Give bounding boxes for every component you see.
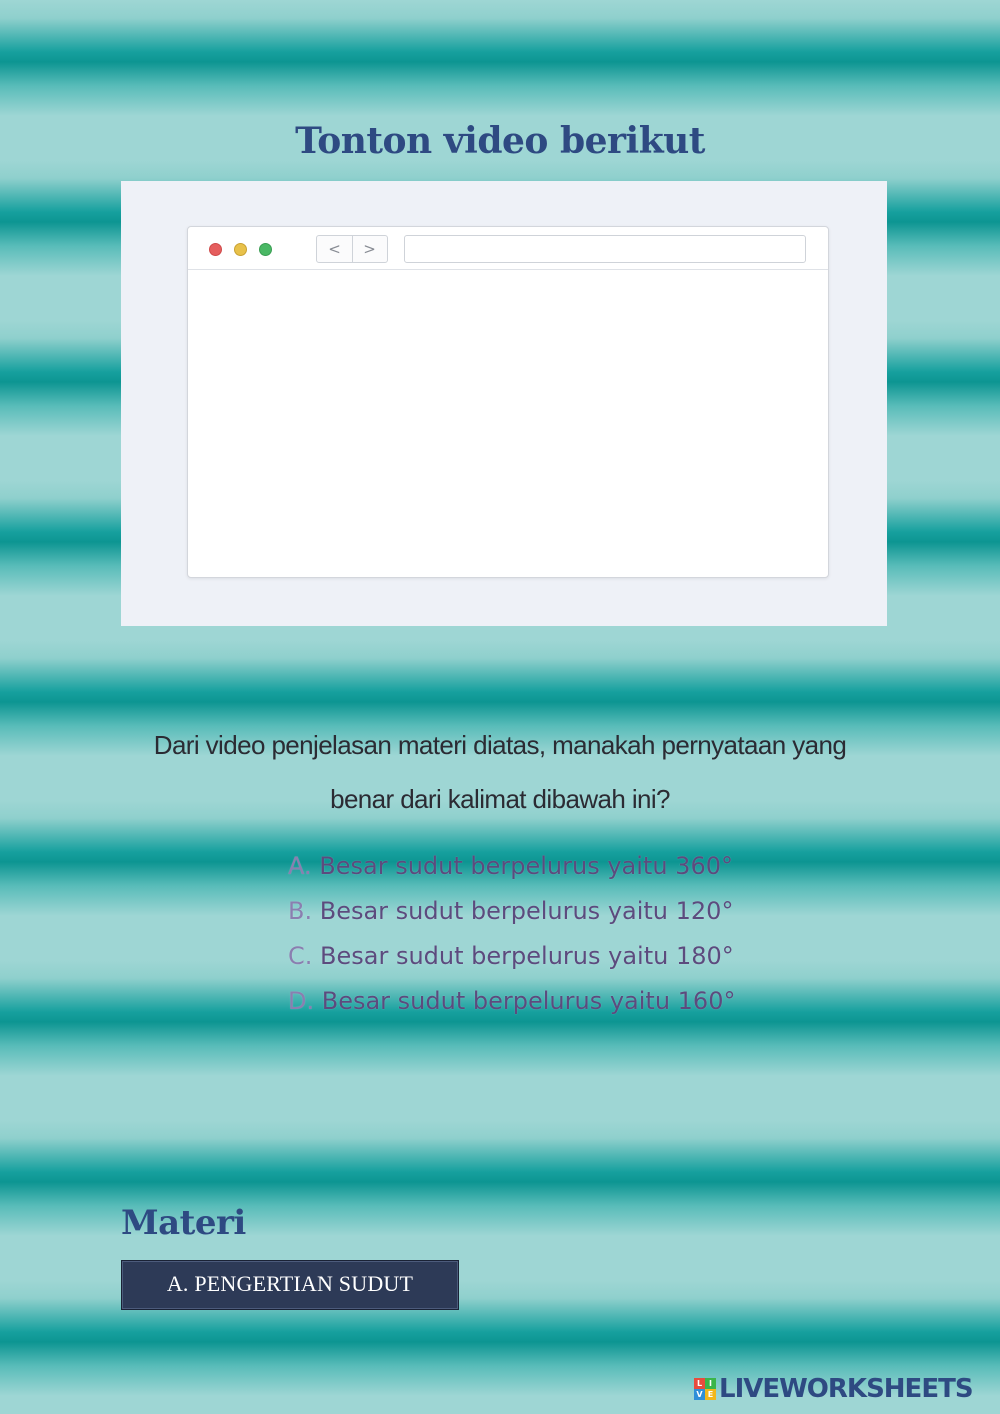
- option-d[interactable]: [288, 979, 788, 1024]
- chevron-left-icon: <: [317, 236, 353, 262]
- logo-letter-v: V: [694, 1389, 705, 1400]
- answer-options: [288, 844, 788, 1024]
- materi-heading: Materi: [121, 1203, 246, 1243]
- pengertian-sudut-button[interactable]: A. PENGERTIAN SUDUT: [121, 1260, 459, 1310]
- nav-buttons: [316, 235, 388, 263]
- browser-toolbar: [188, 227, 828, 270]
- brand-name: LIVEWORKSHEETS: [719, 1374, 973, 1404]
- liveworksheets-brand[interactable]: [694, 1374, 973, 1404]
- question-line-1: Dari video penjelasan materi diatas, manakah pernyataan yang: [153, 730, 847, 760]
- option-text: Besar sudut berpelurus yaitu 120°: [312, 897, 734, 925]
- chevron-right-icon: >: [363, 240, 376, 258]
- option-a[interactable]: [288, 844, 788, 889]
- option-text: Besar sudut berpelurus yaitu 360°: [311, 852, 733, 880]
- option-letter: A.: [288, 852, 312, 880]
- liveworksheets-logo-icon: [694, 1378, 716, 1400]
- logo-letter-i: I: [705, 1378, 716, 1389]
- question-text: [100, 718, 900, 826]
- option-c[interactable]: [288, 934, 788, 979]
- option-letter: C.: [288, 942, 313, 970]
- option-b[interactable]: [288, 889, 788, 934]
- option-letter: B.: [288, 897, 313, 925]
- option-text: Besar sudut berpelurus yaitu 160°: [314, 987, 736, 1015]
- page-title: Tonton video berikut: [295, 120, 705, 162]
- option-letter: D.: [288, 987, 315, 1015]
- logo-letter-e: E: [705, 1389, 716, 1400]
- video-embed[interactable]: [121, 181, 887, 626]
- url-bar: [404, 235, 806, 263]
- maximize-dot-icon: [259, 243, 272, 256]
- minimize-dot-icon: [234, 243, 247, 256]
- logo-letter-l: L: [694, 1378, 705, 1389]
- browser-window-illustration: [187, 226, 829, 578]
- option-text: Besar sudut berpelurus yaitu 180°: [312, 942, 734, 970]
- question-line-2: benar dari kalimat dibawah ini?: [330, 784, 670, 814]
- close-dot-icon: [209, 243, 222, 256]
